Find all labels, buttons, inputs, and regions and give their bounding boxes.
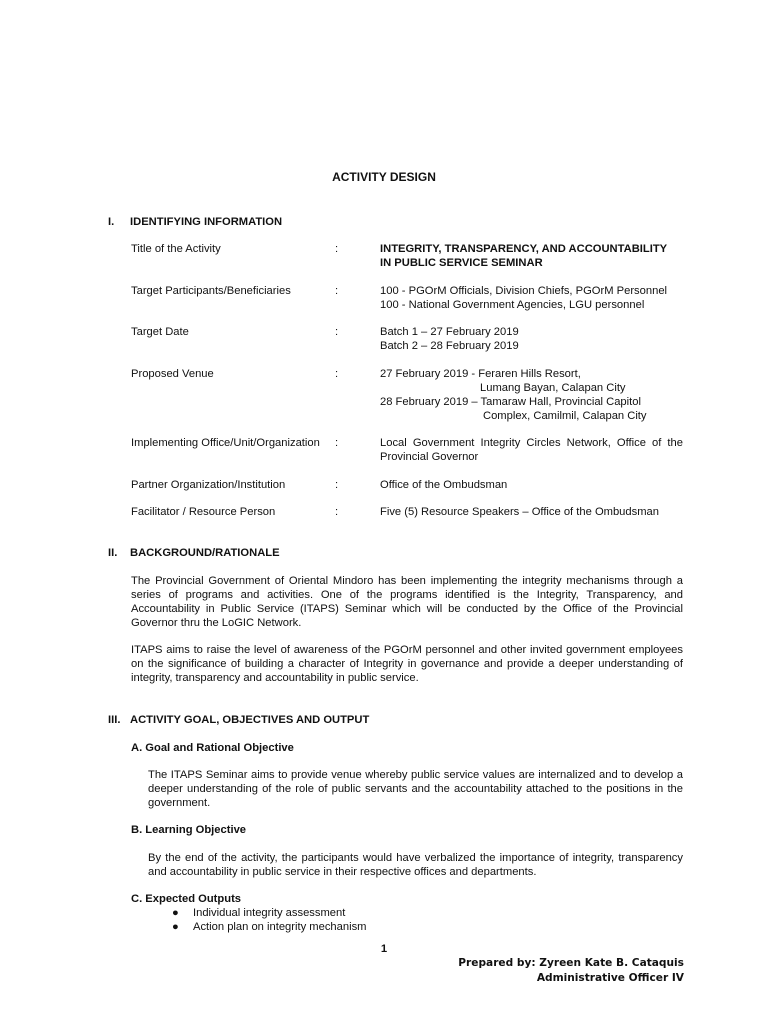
subsection-b-title: B. Learning Objective <box>131 824 247 836</box>
section-2-title: BACKGROUND/RATIONALE <box>130 547 280 559</box>
row-facilitator-label: Facilitator / Resource Person <box>131 506 276 518</box>
subsection-b-text: By the end of the activity, the participants would have verbalized the importance of integrity, transparency and accountability in public service in their respective offices and departments. <box>148 852 683 878</box>
row-facilitator-value <box>380 505 683 519</box>
document-title: ACTIVITY DESIGN <box>332 170 436 184</box>
row-title-value-line: IN PUBLIC SERVICE SEMINAR <box>380 257 543 269</box>
row-facilitator-colon: : <box>335 506 339 518</box>
row-venue-value-line: 27 February 2019 - Feraren Hills Resort, <box>380 368 581 380</box>
row-partner-value <box>380 478 683 492</box>
subsection-a-text: The ITAPS Seminar aims to provide venue whereby public service values are internalized and to develop a deeper understanding of the role of public servants and the accountability attached to the positions in the government. <box>148 769 683 809</box>
row-venue-value-line: 28 February 2019 – Tamaraw Hall, Provincial Capitol <box>380 396 641 408</box>
page-number: 1 <box>380 943 388 955</box>
section-1-number: I. <box>108 216 115 228</box>
row-date-colon: : <box>335 326 339 338</box>
prepared-by: Prepared by: Zyreen Kate B. Cataquis <box>458 957 684 969</box>
row-participants-colon: : <box>335 285 339 297</box>
row-participants-label: Target Participants/Beneficiaries <box>131 285 291 297</box>
section-3-number: III. <box>108 714 121 726</box>
row-title-label: Title of the Activity <box>131 243 221 255</box>
preparer-position: Administrative Officer IV <box>536 972 684 984</box>
row-participants-value-line: 100 - National Government Agencies, LGU personnel <box>380 299 645 311</box>
row-venue-label: Proposed Venue <box>131 368 214 380</box>
row-title-value <box>380 242 683 270</box>
bullet-icon: ● <box>172 907 179 919</box>
output-bullet-item <box>172 906 345 920</box>
row-partner-colon: : <box>335 479 339 491</box>
row-title-colon: : <box>335 243 339 255</box>
subsection-c-title: C. Expected Outputs <box>131 893 242 905</box>
row-participants-value-line: 100 - PGOrM Officials, Division Chiefs, PGOrM Personnel <box>380 285 668 297</box>
row-venue-value-line: Lumang Bayan, Calapan City <box>480 382 626 394</box>
row-participants-value <box>380 284 683 312</box>
output-bullet-text: Individual integrity assessment <box>193 907 346 919</box>
subsection-a-title: A. Goal and Rational Objective <box>131 742 294 754</box>
section-1-title: IDENTIFYING INFORMATION <box>130 216 283 228</box>
row-facilitator-value-line: Five (5) Resource Speakers – Office of the Ombudsman <box>380 506 659 518</box>
row-date-value-line: Batch 2 – 28 February 2019 <box>380 340 519 352</box>
rationale-paragraph-1: The Provincial Government of Oriental Mindoro has been implementing the integrity mechanisms through a series of programs and activities. One of the programs identified is the Integrity, Transparency, and Accountability in Public Service (ITAPS) Seminar which will be conducted by the Office of the Provincial Governor thru the LoGIC Network. <box>131 575 683 629</box>
row-title-value-line: INTEGRITY, TRANSPARENCY, AND ACCOUNTABILITY <box>380 243 668 255</box>
row-partner-value-line: Office of the Ombudsman <box>380 479 508 491</box>
row-implementing-colon: : <box>335 437 339 449</box>
row-implementing-value <box>380 436 683 464</box>
section-2-number: II. <box>108 547 118 559</box>
row-date-label: Target Date <box>131 326 189 338</box>
output-bullet-text: Action plan on integrity mechanism <box>193 921 367 933</box>
row-date-value-line: Batch 1 – 27 February 2019 <box>380 326 519 338</box>
row-venue-value-line: Complex, Camilmil, Calapan City <box>483 410 647 422</box>
row-venue-value <box>380 367 683 423</box>
row-venue-colon: : <box>335 368 339 380</box>
bullet-icon: ● <box>172 921 179 933</box>
row-date-value <box>380 325 683 353</box>
row-partner-label: Partner Organization/Institution <box>131 479 286 491</box>
row-implementing-label: Implementing Office/Unit/Organization <box>131 437 320 449</box>
section-3-title: ACTIVITY GOAL, OBJECTIVES AND OUTPUT <box>130 714 370 726</box>
row-implementing-value-line: Local Government Integrity Circles Network, Office of the Provincial Governor <box>380 437 683 463</box>
rationale-paragraph-2: ITAPS aims to raise the level of awareness of the PGOrM personnel and other invited government employees on the significance of building a character of Integrity in governance and provide a deeper understanding of integrity, transparency and accountability in public service. <box>131 644 683 684</box>
output-bullet-item <box>172 920 367 934</box>
